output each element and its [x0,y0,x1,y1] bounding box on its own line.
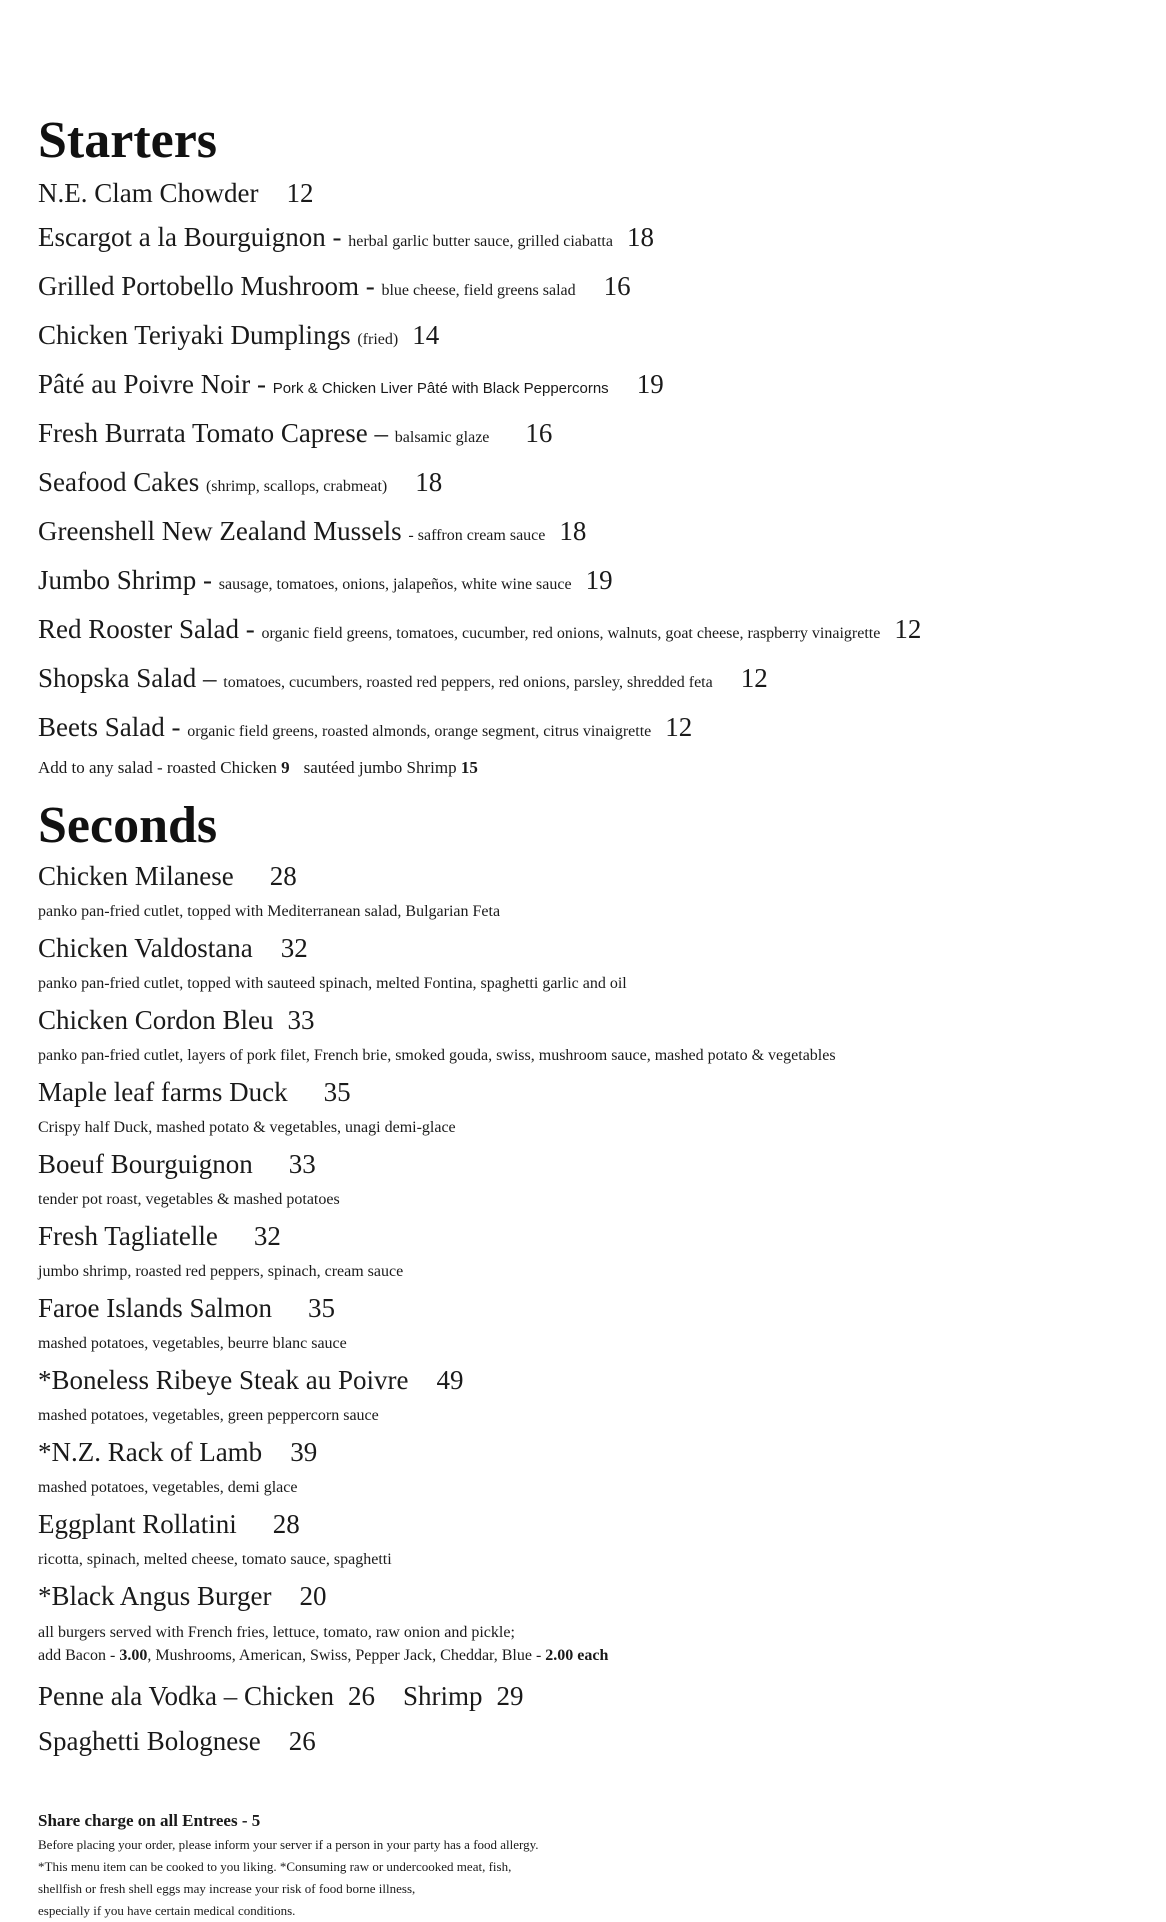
item-description: panko pan-fried cutlet, topped with Mediterranean salad, Bulgarian Feta [38,903,501,920]
seconds-list [38,856,1138,1764]
item-description: (fried) [357,331,399,348]
item-name: Chicken Teriyaki Dumplings [38,320,351,350]
chicken-addon-price: 9 [281,758,290,777]
item-description: jumbo shrimp, roasted red peppers, spinach, cream sauce [38,1263,404,1280]
item-description: Crispy half Duck, mashed potato & vegetables, unagi demi-glace [38,1119,456,1136]
item-name: Red Rooster Salad [38,614,239,644]
item-name: Escargot a la Bourguignon [38,222,326,252]
item-price: 32 [253,1221,281,1251]
item-price: 35 [323,1077,351,1107]
item-price: 12 [894,614,922,644]
starter-item: Escargot a la Bourguignon - herbal garlic butter sauce, grilled ciabatta 18 [38,222,654,252]
item-description: tender pot roast, vegetables & mashed potatoes [38,1191,340,1208]
starter-item [38,171,1138,215]
item-description: (shrimp, scallops, crabmeat) [205,478,388,495]
starter-item [38,460,1138,509]
chicken-price: 26 [347,1681,375,1711]
salad-addons: Add to any salad - roasted Chicken 9 sautéed jumbo Shrimp 15 [38,758,478,777]
starters-list [38,171,1138,782]
item-price: 35 [307,1293,335,1323]
second-item [38,1216,1138,1288]
item-price: 33 [287,1005,315,1035]
shrimp-label: Shrimp [402,1681,483,1711]
penne-item [38,1674,1138,1719]
item-name: Grilled Portobello Mushroom [38,271,359,301]
item-description: mashed potatoes, vegetables, green peppercorn sauce [38,1407,379,1424]
item-name: Faroe Islands Salmon [38,1293,272,1323]
item-price: 18 [415,467,443,497]
burger-item [38,1576,1138,1668]
item-name: Boeuf Bourguignon [38,1149,253,1179]
starter-item: Pâté au Poivre Noir - Pork & Chicken Liver Pâté with Black Peppercorns 19 [38,369,664,399]
item-price: 20 [299,1581,327,1611]
item-price: 14 [412,320,440,350]
item-price: 18 [626,222,654,252]
item-name: Fresh Tagliatelle [38,1221,218,1251]
item-description: blue cheese, field greens salad [381,282,576,299]
starter-item: Red Rooster Salad - organic field greens, tomatoes, cucumber, red onions, walnuts, goat cheese, raspberry vinaigrette 12 [38,614,922,644]
item-description: Pork & Chicken Liver Pâté with Black Peppercorns [272,380,609,397]
item-description: all burgers served with French fries, lettuce, tomato, raw onion and pickle; [38,1624,515,1641]
item-description: panko pan-fried cutlet, layers of pork filet, French brie, smoked gouda, swiss, mushroom sauce, mashed potato & vegetables [38,1047,836,1064]
item-name: N.E. Clam Chowder [38,178,259,208]
item-price: 16 [525,418,553,448]
item-price: 19 [636,369,664,399]
allergy-note: Before placing your order, please inform your server if a person in your party has a food allergy. [38,1837,539,1852]
cooking-note: shellfish or fresh shell eggs may increase your risk of food borne illness, [38,1881,416,1896]
item-name: *Black Angus Burger [38,1581,272,1611]
item-name: *Boneless Ribeye Steak au Poivre [38,1365,409,1395]
second-item [38,1432,1138,1504]
item-price: 32 [280,933,308,963]
item-price: 28 [269,861,297,891]
item-price: 12 [665,712,693,742]
share-charge: Share charge on all Entrees - 5 [38,1811,261,1830]
starter-item: Shopska Salad – tomatoes, cucumbers, roasted red peppers, red onions, parsley, shredded feta 12 [38,663,768,693]
item-description: organic field greens, roasted almonds, orange segment, citrus vinaigrette [187,723,652,740]
item-name: Maple leaf farms Duck [38,1077,288,1107]
item-description: - saffron cream sauce [408,527,546,544]
item-name: Eggplant Rollatini [38,1509,237,1539]
second-item [38,1072,1138,1144]
item-name: Fresh Burrata Tomato Caprese [38,418,368,448]
shrimp-addon-price: 15 [460,758,478,777]
second-item [38,1360,1138,1432]
cooking-note: *This menu item can be cooked to you liking. *Consuming raw or undercooked meat, fish, [38,1859,512,1874]
shrimp-price: 29 [496,1681,524,1711]
second-item [38,1504,1138,1576]
second-item [38,856,1138,928]
item-price: 26 [288,1726,316,1756]
item-price: 12 [740,663,768,693]
item-description: tomatoes, cucumbers, roasted red peppers, red onions, parsley, shredded feta [223,674,713,691]
item-description: ricotta, spinach, melted cheese, tomato sauce, spaghetti [38,1551,392,1568]
item-description: balsamic glaze [394,429,490,446]
addon-price: 2.00 each [545,1647,609,1664]
second-item [38,928,1138,1000]
item-price: 18 [559,516,587,546]
item-price: 39 [290,1437,318,1467]
item-description: mashed potatoes, vegetables, beurre blanc sauce [38,1335,347,1352]
seconds-heading: Seconds [38,797,218,854]
starter-item: Fresh Burrata Tomato Caprese – balsamic glaze 16 [38,418,553,448]
item-price: 16 [603,271,631,301]
second-item [38,1288,1138,1360]
item-name: Pâté au Poivre Noir [38,369,251,399]
starter-item: Jumbo Shrimp - sausage, tomatoes, onions, jalapeños, white wine sauce 19 [38,565,613,595]
starter-item [38,313,1138,362]
menu-page [38,0,1138,1922]
starters-heading: Starters [38,112,218,169]
item-name: Chicken Cordon Bleu [38,1005,274,1035]
starter-item: Grilled Portobello Mushroom - blue cheese, field greens salad 16 [38,271,631,301]
item-description: herbal garlic butter sauce, grilled ciabatta [348,233,613,250]
item-description: organic field greens, tomatoes, cucumber, red onions, walnuts, goat cheese, raspberry vinaigrette [261,625,881,642]
item-description: mashed potatoes, vegetables, demi glace [38,1479,298,1496]
item-name: Chicken Milanese [38,861,234,891]
item-name: Beets Salad [38,712,165,742]
item-description: panko pan-fried cutlet, topped with sauteed spinach, melted Fontina, spaghetti garlic and oil [38,975,627,992]
burger-addons: add Bacon - 3.00, Mushrooms, American, Swiss, Pepper Jack, Cheddar, Blue - 2.00 each [38,1647,609,1664]
bacon-price: 3.00 [119,1647,148,1664]
footer [38,1808,1138,1922]
item-price: 19 [585,565,613,595]
starter-item: Beets Salad - organic field greens, roasted almonds, orange segment, citrus vinaigrette 12 [38,712,693,742]
cooking-note: especially if you have certain medical conditions. [38,1903,296,1918]
item-name: Chicken Valdostana [38,933,253,963]
item-name: Seafood Cakes [38,467,200,497]
second-item [38,1000,1138,1072]
item-price: 33 [288,1149,316,1179]
item-price: 28 [272,1509,300,1539]
item-name: Greenshell New Zealand Mussels [38,516,402,546]
spaghetti-item [38,1719,1138,1764]
item-name: Spaghetti Bolognese [38,1726,261,1756]
item-name: Penne ala Vodka – Chicken [38,1681,334,1711]
second-item [38,1144,1138,1216]
starter-item [38,509,1138,558]
item-name: Jumbo Shrimp [38,565,197,595]
item-price: 49 [436,1365,464,1395]
item-name: *N.Z. Rack of Lamb [38,1437,263,1467]
item-price: 12 [286,178,314,208]
item-name: Shopska Salad [38,663,197,693]
item-description: sausage, tomatoes, onions, jalapeños, white wine sauce [218,576,572,593]
